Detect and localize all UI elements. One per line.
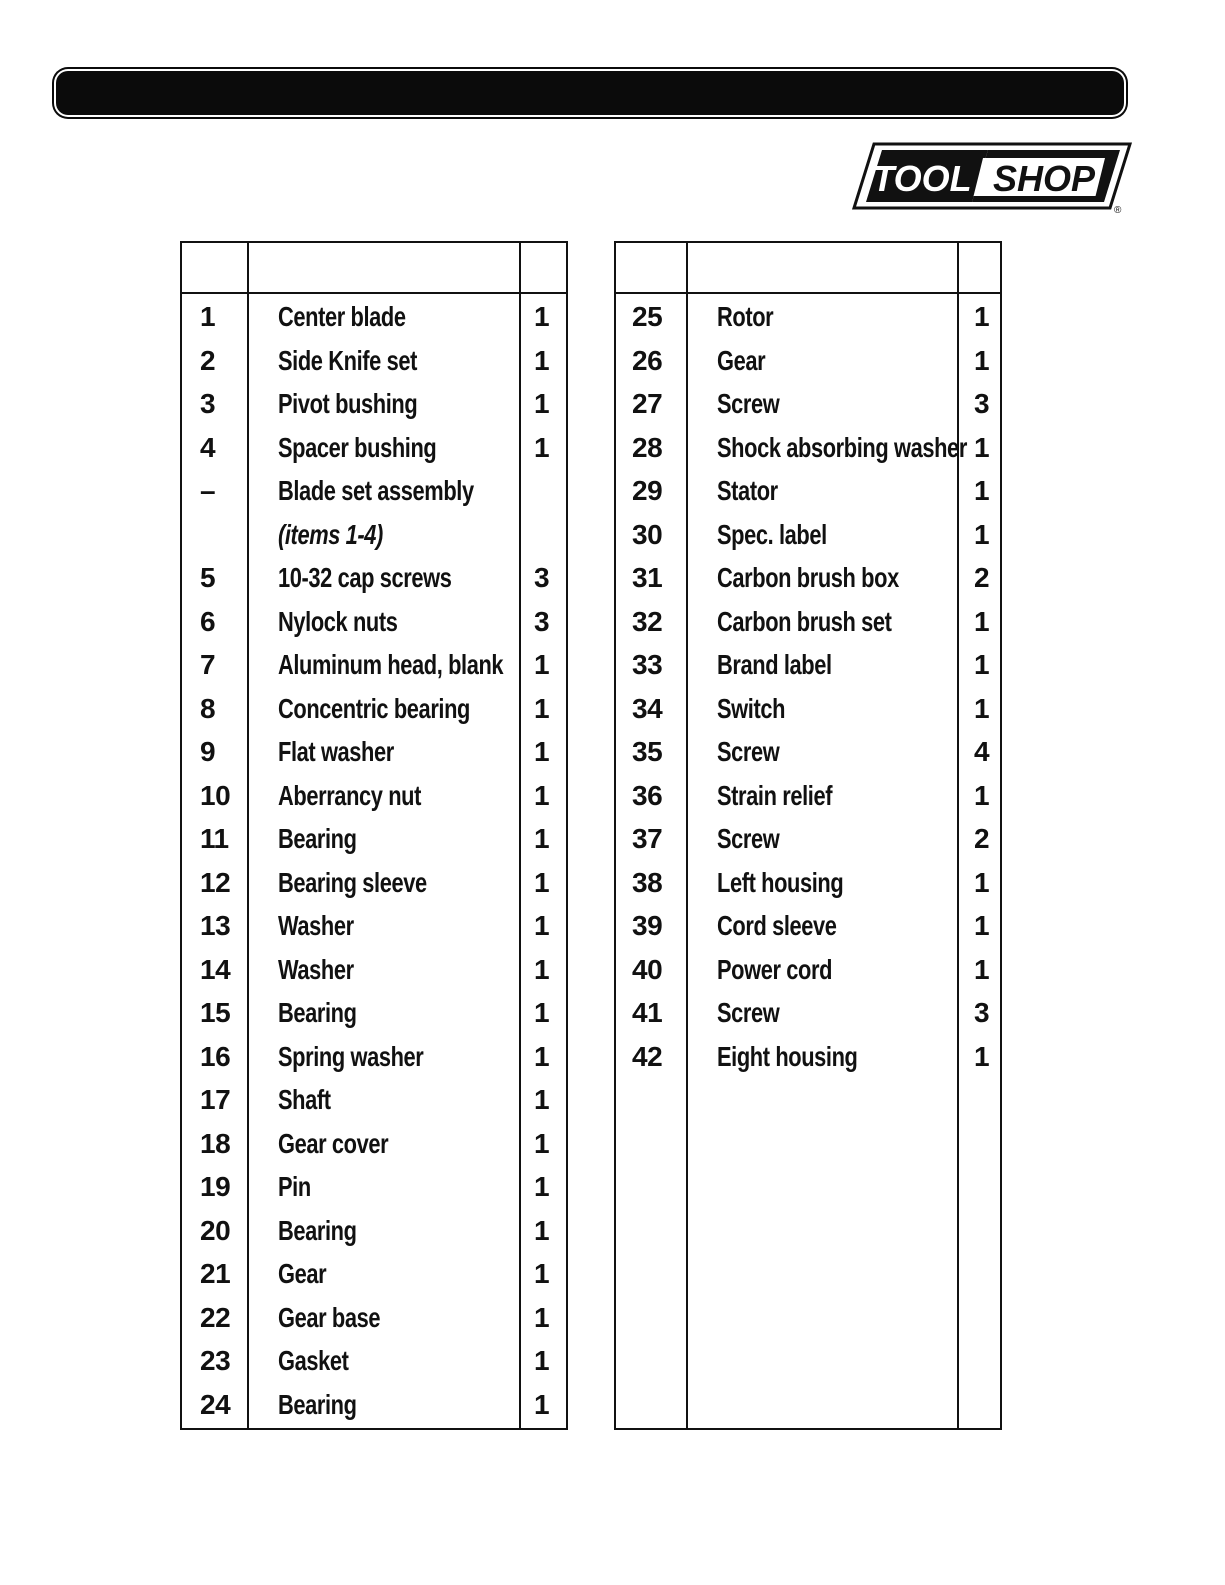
header-divider [182, 292, 566, 294]
part-number: 15 [200, 997, 231, 1028]
table-row [616, 730, 1000, 774]
part-description: Bearing [278, 823, 357, 854]
part-description: Gear cover [278, 1127, 389, 1159]
part-quantity: 1 [974, 518, 990, 550]
table-row [616, 426, 1000, 470]
part-number: 7 [200, 649, 216, 680]
table-row [182, 948, 566, 992]
header-divider [616, 292, 1000, 294]
part-quantity: 2 [974, 823, 990, 854]
part-number: 11 [200, 823, 229, 854]
part-number: 5 [200, 562, 216, 593]
logo-text-right: SHOP [992, 158, 1096, 199]
table-row [182, 730, 566, 774]
part-description: Rotor [717, 301, 774, 332]
part-description: Aluminum head, blank [278, 649, 504, 680]
table-row [616, 687, 1000, 731]
part-number: 37 [632, 823, 663, 854]
part-description: Carbon brush box [717, 562, 899, 593]
table-row [182, 1339, 566, 1383]
part-description: Blade set assembly [278, 475, 474, 506]
part-quantity: 1 [974, 779, 990, 811]
part-quantity: 1 [534, 431, 550, 463]
part-quantity: 1 [534, 823, 550, 854]
part-description: Screw [717, 823, 780, 854]
part-number: 31 [632, 562, 663, 593]
part-description: Washer [278, 910, 354, 941]
part-number: 22 [200, 1301, 231, 1333]
table-row [616, 1035, 1000, 1079]
part-description: Gear [717, 344, 766, 376]
part-description: Side Knife set [278, 344, 417, 376]
part-description: Spring washer [278, 1040, 424, 1072]
part-number: 26 [632, 344, 663, 376]
part-quantity: 1 [534, 692, 550, 724]
part-number: 30 [632, 518, 663, 550]
part-number: 17 [200, 1084, 231, 1115]
logo-text-left: TOOL [872, 158, 972, 199]
part-description: Bearing sleeve [278, 866, 427, 898]
part-quantity [534, 469, 554, 513]
part-description: Aberrancy nut [278, 779, 421, 811]
table-row [616, 774, 1000, 818]
part-number: 28 [632, 431, 663, 463]
part-description: Switch [717, 692, 786, 724]
part-quantity: 1 [534, 997, 550, 1028]
part-quantity: 1 [974, 692, 990, 724]
part-description: Shock absorbing washer [717, 431, 967, 463]
part-number: 9 [200, 736, 216, 767]
part-description: 10-32 cap screws [278, 562, 452, 593]
header-bar [56, 71, 1124, 115]
part-description: Center blade [278, 301, 406, 332]
part-description: Spacer bushing [278, 431, 437, 463]
parts-table-left [180, 241, 568, 1430]
part-quantity: 1 [534, 1127, 550, 1159]
part-description: Left housing [717, 866, 844, 898]
part-quantity: 3 [974, 997, 990, 1028]
table-row [182, 339, 566, 383]
table-row [616, 861, 1000, 905]
table-row [182, 1078, 566, 1122]
table-row [616, 600, 1000, 644]
table-rows [182, 295, 566, 1426]
part-number: – [200, 475, 216, 506]
part-number: 24 [200, 1388, 231, 1420]
part-number: 14 [200, 953, 231, 985]
part-description: (items 1-4) [278, 518, 383, 550]
part-quantity: 3 [974, 388, 990, 419]
table-row [182, 1209, 566, 1253]
table-row [182, 643, 566, 687]
part-description: Bearing [278, 1214, 357, 1246]
part-description: Strain relief [717, 779, 833, 811]
part-description: Shaft [278, 1084, 331, 1115]
table-row [616, 817, 1000, 861]
part-quantity: 1 [534, 1301, 550, 1333]
part-number: 25 [632, 301, 663, 332]
part-description: Pivot bushing [278, 388, 418, 419]
part-description: Eight housing [717, 1040, 858, 1072]
part-quantity: 1 [534, 1345, 550, 1376]
table-row [182, 1296, 566, 1340]
table-row [182, 513, 566, 557]
part-number: 18 [200, 1127, 231, 1159]
table-row [616, 643, 1000, 687]
part-number: 4 [200, 431, 216, 463]
part-description: Gasket [278, 1345, 349, 1376]
part-description: Screw [717, 736, 780, 767]
table-row [616, 295, 1000, 339]
part-number: 38 [632, 866, 663, 898]
part-number: 16 [200, 1040, 231, 1072]
part-number: 40 [632, 953, 663, 985]
part-quantity: 2 [974, 562, 990, 593]
table-row [182, 1383, 566, 1427]
table-row [182, 1035, 566, 1079]
table-row [616, 904, 1000, 948]
part-quantity: 1 [534, 1084, 550, 1115]
part-quantity: 1 [534, 1171, 550, 1202]
table-row [182, 1165, 566, 1209]
part-description: Cord sleeve [717, 910, 837, 941]
table-row [616, 556, 1000, 600]
part-description: Bearing [278, 1388, 357, 1420]
part-quantity: 1 [534, 953, 550, 985]
part-quantity: 1 [534, 910, 550, 941]
part-number [200, 513, 244, 557]
part-number: 13 [200, 910, 231, 941]
table-row [182, 1122, 566, 1166]
part-quantity: 1 [974, 1040, 990, 1072]
part-number: 29 [632, 475, 663, 506]
part-description: Pin [278, 1171, 311, 1202]
part-quantity: 3 [534, 562, 550, 593]
part-quantity: 1 [534, 1214, 550, 1246]
parts-table-right [614, 241, 1002, 1430]
part-quantity: 1 [534, 1040, 550, 1072]
part-quantity: 1 [974, 910, 990, 941]
part-description: Power cord [717, 953, 833, 985]
part-description: Washer [278, 953, 354, 985]
tool-shop-logo [852, 142, 1132, 214]
part-number: 42 [632, 1040, 663, 1072]
table-row [182, 556, 566, 600]
part-number: 23 [200, 1345, 231, 1376]
part-description: Gear [278, 1258, 327, 1289]
part-number: 21 [200, 1258, 231, 1289]
part-description: Stator [717, 475, 778, 506]
part-quantity: 1 [534, 388, 550, 419]
table-rows [616, 295, 1000, 1078]
part-description: Flat washer [278, 736, 394, 767]
table-row [616, 948, 1000, 992]
table-row [182, 904, 566, 948]
table-row [182, 991, 566, 1035]
part-quantity: 1 [534, 736, 550, 767]
part-quantity: 1 [534, 344, 550, 376]
part-number: 32 [632, 605, 663, 637]
table-row [182, 817, 566, 861]
table-row [616, 469, 1000, 513]
table-row [182, 295, 566, 339]
registered-mark: ® [1114, 205, 1122, 214]
part-description: Bearing [278, 997, 357, 1028]
table-row [616, 991, 1000, 1035]
part-quantity: 1 [534, 649, 550, 680]
part-number: 3 [200, 388, 216, 419]
part-quantity: 1 [974, 301, 990, 332]
part-quantity: 1 [974, 866, 990, 898]
part-quantity [534, 513, 554, 557]
part-description: Brand label [717, 649, 832, 680]
part-number: 8 [200, 692, 216, 724]
table-row [182, 1252, 566, 1296]
part-quantity: 1 [534, 866, 550, 898]
table-row [182, 687, 566, 731]
part-description: Screw [717, 388, 780, 419]
part-quantity: 1 [974, 649, 990, 680]
part-description: Carbon brush set [717, 605, 892, 637]
part-number: 33 [632, 649, 663, 680]
table-row [182, 426, 566, 470]
part-quantity: 1 [974, 953, 990, 985]
part-quantity: 1 [534, 1258, 550, 1289]
part-quantity: 1 [534, 301, 550, 332]
table-row [182, 382, 566, 426]
table-row [616, 339, 1000, 383]
part-number: 35 [632, 736, 663, 767]
part-description: Nylock nuts [278, 605, 398, 637]
part-description: Gear base [278, 1301, 381, 1333]
part-number: 41 [632, 997, 663, 1028]
part-quantity: 1 [974, 344, 990, 376]
part-number: 12 [200, 866, 231, 898]
part-number: 19 [200, 1171, 231, 1202]
table-row [182, 774, 566, 818]
part-quantity: 1 [974, 431, 990, 463]
table-row [182, 861, 566, 905]
part-description: Spec. label [717, 518, 827, 550]
part-description: Concentric bearing [278, 692, 471, 724]
part-quantity: 4 [974, 736, 990, 767]
part-number: 1 [200, 301, 216, 332]
part-quantity: 1 [534, 1388, 550, 1420]
part-quantity: 1 [974, 475, 990, 506]
part-quantity: 3 [534, 605, 550, 637]
part-number: 10 [200, 779, 231, 811]
table-row [616, 382, 1000, 426]
part-quantity: 1 [534, 779, 550, 811]
part-quantity: 1 [974, 605, 990, 637]
part-number: 39 [632, 910, 663, 941]
table-row [182, 600, 566, 644]
table-row [182, 469, 566, 513]
part-number: 20 [200, 1214, 231, 1246]
part-number: 6 [200, 605, 216, 637]
part-number: 2 [200, 344, 216, 376]
part-number: 27 [632, 388, 663, 419]
part-description: Screw [717, 997, 780, 1028]
table-row [616, 513, 1000, 557]
part-number: 34 [632, 692, 663, 724]
part-number: 36 [632, 779, 663, 811]
